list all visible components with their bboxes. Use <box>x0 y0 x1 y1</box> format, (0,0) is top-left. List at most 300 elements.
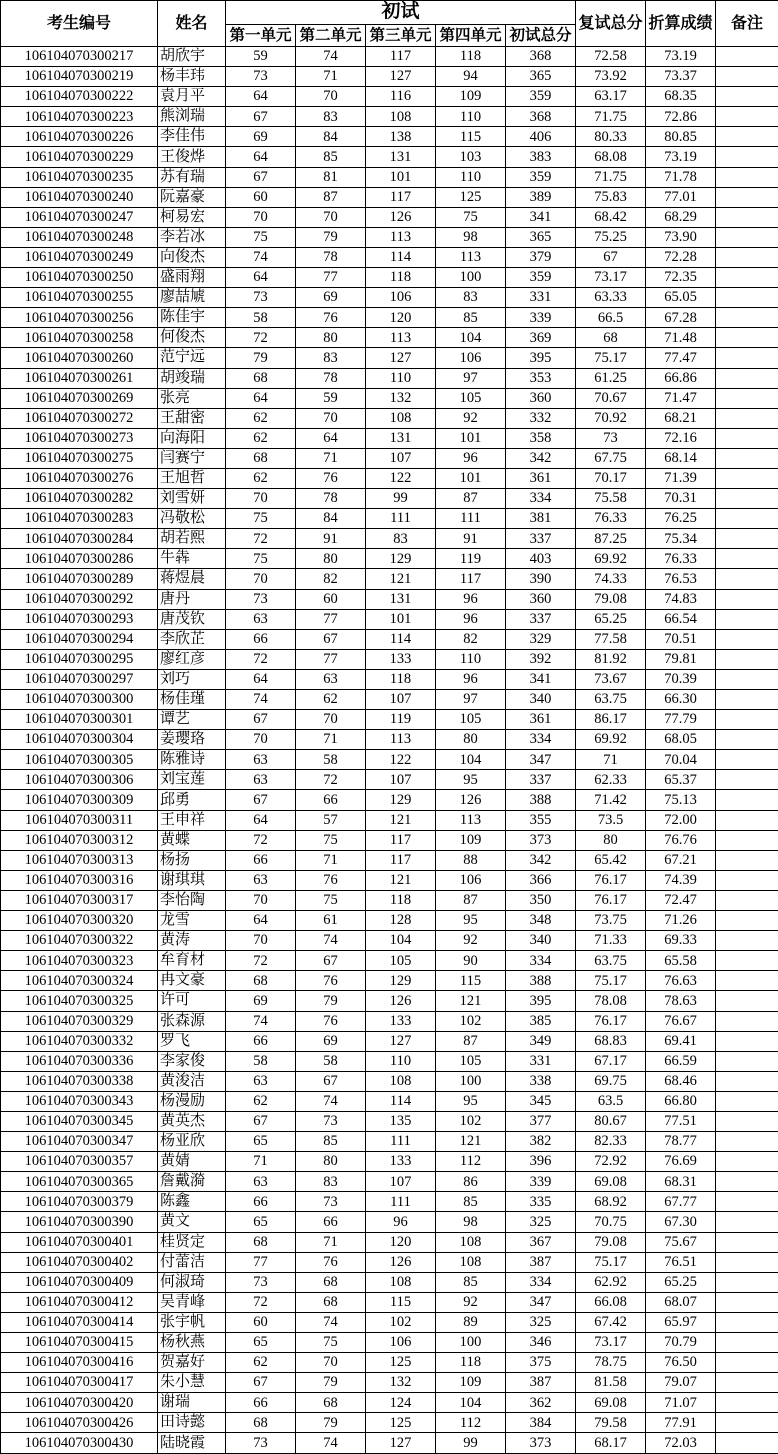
cell-retest-total: 62.33 <box>576 770 646 790</box>
cell-name: 向海阳 <box>158 428 226 448</box>
cell-name: 王旭哲 <box>158 468 226 488</box>
cell-unit4-score: 95 <box>436 770 506 790</box>
cell-remark <box>716 790 778 810</box>
cell-unit4-score: 87 <box>436 1031 506 1051</box>
cell-unit3-score: 121 <box>366 810 436 830</box>
cell-retest-total: 80.33 <box>576 127 646 147</box>
cell-retest-total: 66.5 <box>576 308 646 328</box>
cell-remark <box>716 247 778 267</box>
cell-retest-total: 76.17 <box>576 890 646 910</box>
table-row <box>1 368 778 388</box>
cell-unit2-score: 83 <box>296 107 366 127</box>
cell-unit3-score: 132 <box>366 388 436 408</box>
cell-candidate-id: 106104070300412 <box>1 1292 158 1312</box>
cell-candidate-id: 106104070300345 <box>1 1111 158 1131</box>
cell-candidate-id: 106104070300313 <box>1 850 158 870</box>
cell-retest-total: 73.17 <box>576 268 646 288</box>
cell-unit4-score: 104 <box>436 328 506 348</box>
cell-candidate-id: 106104070300275 <box>1 448 158 468</box>
cell-unit2-score: 85 <box>296 147 366 167</box>
table-row <box>1 770 778 790</box>
cell-name: 黄文 <box>158 1212 226 1232</box>
table-row <box>1 227 778 247</box>
cell-candidate-id: 106104070300323 <box>1 951 158 971</box>
cell-remark <box>716 951 778 971</box>
cell-name: 盛雨翔 <box>158 268 226 288</box>
table-row <box>1 147 778 167</box>
cell-remark <box>716 1373 778 1393</box>
cell-remark <box>716 1433 778 1453</box>
cell-retest-total: 67 <box>576 247 646 267</box>
cell-candidate-id: 106104070300402 <box>1 1252 158 1272</box>
cell-remark <box>716 1353 778 1373</box>
cell-remark <box>716 388 778 408</box>
cell-unit3-score: 133 <box>366 1152 436 1172</box>
cell-candidate-id: 106104070300309 <box>1 790 158 810</box>
cell-first-exam-total: 359 <box>506 268 576 288</box>
cell-candidate-id: 106104070300223 <box>1 107 158 127</box>
table-row <box>1 1071 778 1091</box>
cell-unit3-score: 111 <box>366 1132 436 1152</box>
cell-unit1-score: 67 <box>226 790 296 810</box>
cell-first-exam-total: 362 <box>506 1393 576 1413</box>
table-row <box>1 348 778 368</box>
cell-unit2-score: 69 <box>296 1031 366 1051</box>
cell-name: 杨佳瑾 <box>158 690 226 710</box>
cell-remark <box>716 127 778 147</box>
cell-candidate-id: 106104070300312 <box>1 830 158 850</box>
cell-unit2-score: 71 <box>296 448 366 468</box>
cell-unit3-score: 115 <box>366 1292 436 1312</box>
table-row <box>1 1051 778 1071</box>
cell-candidate-id: 106104070300300 <box>1 690 158 710</box>
cell-first-exam-total: 381 <box>506 509 576 529</box>
cell-unit4-score: 110 <box>436 167 506 187</box>
cell-unit1-score: 63 <box>226 1071 296 1091</box>
cell-retest-total: 73.5 <box>576 810 646 830</box>
cell-first-exam-total: 361 <box>506 468 576 488</box>
cell-unit2-score: 79 <box>296 227 366 247</box>
cell-first-exam-total: 334 <box>506 951 576 971</box>
cell-converted-score: 75.13 <box>646 790 716 810</box>
cell-unit2-score: 76 <box>296 1011 366 1031</box>
cell-unit3-score: 127 <box>366 1031 436 1051</box>
cell-name: 李若冰 <box>158 227 226 247</box>
cell-unit3-score: 132 <box>366 1373 436 1393</box>
cell-converted-score: 67.30 <box>646 1212 716 1232</box>
cell-remark <box>716 710 778 730</box>
cell-unit4-score: 98 <box>436 1212 506 1232</box>
table-row <box>1 1333 778 1353</box>
cell-unit4-score: 105 <box>436 1051 506 1071</box>
cell-candidate-id: 106104070300282 <box>1 489 158 509</box>
cell-retest-total: 79.08 <box>576 1232 646 1252</box>
cell-name: 范宁远 <box>158 348 226 368</box>
cell-converted-score: 65.05 <box>646 288 716 308</box>
cell-remark <box>716 1252 778 1272</box>
cell-remark <box>716 730 778 750</box>
cell-retest-total: 87.25 <box>576 529 646 549</box>
cell-name: 张森源 <box>158 1011 226 1031</box>
cell-retest-total: 80.67 <box>576 1111 646 1131</box>
cell-first-exam-total: 358 <box>506 428 576 448</box>
cell-unit1-score: 74 <box>226 690 296 710</box>
cell-unit4-score: 104 <box>436 750 506 770</box>
cell-converted-score: 66.59 <box>646 1051 716 1071</box>
table-row <box>1 1353 778 1373</box>
cell-candidate-id: 106104070300260 <box>1 348 158 368</box>
table-row <box>1 1031 778 1051</box>
cell-candidate-id: 106104070300273 <box>1 428 158 448</box>
cell-first-exam-total: 406 <box>506 127 576 147</box>
cell-first-exam-total: 375 <box>506 1353 576 1373</box>
cell-first-exam-total: 373 <box>506 830 576 850</box>
cell-unit2-score: 68 <box>296 1393 366 1413</box>
cell-remark <box>716 830 778 850</box>
cell-name: 黄蝶 <box>158 830 226 850</box>
cell-unit4-score: 75 <box>436 207 506 227</box>
cell-converted-score: 70.51 <box>646 629 716 649</box>
cell-unit1-score: 68 <box>226 368 296 388</box>
cell-unit4-score: 109 <box>436 830 506 850</box>
cell-converted-score: 75.67 <box>646 1232 716 1252</box>
cell-unit2-score: 70 <box>296 87 366 107</box>
cell-unit3-score: 131 <box>366 428 436 448</box>
cell-name: 熊浏瑞 <box>158 107 226 127</box>
cell-unit4-score: 104 <box>436 1393 506 1413</box>
cell-candidate-id: 106104070300325 <box>1 991 158 1011</box>
cell-unit2-score: 62 <box>296 690 366 710</box>
cell-unit3-score: 113 <box>366 730 436 750</box>
cell-converted-score: 76.51 <box>646 1252 716 1272</box>
cell-remark <box>716 1172 778 1192</box>
cell-unit4-score: 83 <box>436 288 506 308</box>
cell-remark <box>716 1333 778 1353</box>
table-row <box>1 629 778 649</box>
cell-candidate-id: 106104070300417 <box>1 1373 158 1393</box>
table-row <box>1 529 778 549</box>
cell-unit4-score: 88 <box>436 850 506 870</box>
cell-retest-total: 75.58 <box>576 489 646 509</box>
cell-remark <box>716 227 778 247</box>
cell-converted-score: 65.97 <box>646 1312 716 1332</box>
cell-unit3-score: 128 <box>366 911 436 931</box>
cell-unit1-score: 75 <box>226 549 296 569</box>
cell-unit3-score: 110 <box>366 1051 436 1071</box>
cell-converted-score: 74.39 <box>646 870 716 890</box>
cell-unit2-score: 83 <box>296 1172 366 1192</box>
cell-first-exam-total: 350 <box>506 890 576 910</box>
cell-retest-total: 69.08 <box>576 1172 646 1192</box>
header-remark: 备注 <box>716 1 778 47</box>
cell-unit2-score: 85 <box>296 1132 366 1152</box>
cell-retest-total: 68.92 <box>576 1192 646 1212</box>
cell-converted-score: 79.81 <box>646 649 716 669</box>
cell-unit1-score: 62 <box>226 468 296 488</box>
cell-retest-total: 71.75 <box>576 167 646 187</box>
cell-converted-score: 68.29 <box>646 207 716 227</box>
cell-unit1-score: 74 <box>226 247 296 267</box>
cell-first-exam-total: 388 <box>506 971 576 991</box>
cell-candidate-id: 106104070300317 <box>1 890 158 910</box>
table-row <box>1 991 778 1011</box>
cell-first-exam-total: 367 <box>506 1232 576 1252</box>
cell-remark <box>716 1272 778 1292</box>
cell-converted-score: 72.16 <box>646 428 716 448</box>
cell-unit1-score: 64 <box>226 147 296 167</box>
cell-converted-score: 67.28 <box>646 308 716 328</box>
cell-remark <box>716 649 778 669</box>
cell-unit2-score: 71 <box>296 730 366 750</box>
cell-first-exam-total: 341 <box>506 669 576 689</box>
cell-remark <box>716 448 778 468</box>
cell-remark <box>716 468 778 488</box>
cell-unit2-score: 64 <box>296 428 366 448</box>
cell-name: 李怡陶 <box>158 890 226 910</box>
cell-unit1-score: 62 <box>226 408 296 428</box>
cell-converted-score: 69.41 <box>646 1031 716 1051</box>
cell-unit2-score: 67 <box>296 1071 366 1091</box>
cell-retest-total: 65.25 <box>576 609 646 629</box>
cell-unit2-score: 74 <box>296 931 366 951</box>
cell-name: 陈雅诗 <box>158 750 226 770</box>
cell-remark <box>716 1212 778 1232</box>
cell-name: 冯敬松 <box>158 509 226 529</box>
cell-name: 詹戴漪 <box>158 1172 226 1192</box>
cell-candidate-id: 106104070300306 <box>1 770 158 790</box>
cell-unit2-score: 75 <box>296 890 366 910</box>
cell-remark <box>716 850 778 870</box>
cell-retest-total: 71.33 <box>576 931 646 951</box>
cell-unit4-score: 113 <box>436 810 506 830</box>
cell-retest-total: 63.75 <box>576 951 646 971</box>
cell-name: 闫赛宁 <box>158 448 226 468</box>
cell-unit2-score: 71 <box>296 850 366 870</box>
table-row <box>1 1011 778 1031</box>
cell-converted-score: 71.26 <box>646 911 716 931</box>
cell-remark <box>716 147 778 167</box>
cell-unit1-score: 63 <box>226 770 296 790</box>
cell-unit4-score: 121 <box>436 1132 506 1152</box>
table-row <box>1 1373 778 1393</box>
cell-converted-score: 71.48 <box>646 328 716 348</box>
cell-unit4-score: 95 <box>436 911 506 931</box>
table-header <box>1 1 778 47</box>
cell-unit1-score: 62 <box>226 1353 296 1373</box>
table-row <box>1 1433 778 1453</box>
cell-name: 牛犇 <box>158 549 226 569</box>
cell-name: 陆晓霞 <box>158 1433 226 1453</box>
cell-unit1-score: 71 <box>226 1152 296 1172</box>
header-unit2: 第二单元 <box>296 25 366 47</box>
cell-candidate-id: 106104070300336 <box>1 1051 158 1071</box>
cell-candidate-id: 106104070300255 <box>1 288 158 308</box>
cell-unit3-score: 101 <box>366 167 436 187</box>
cell-first-exam-total: 365 <box>506 67 576 87</box>
cell-name: 阮嘉豪 <box>158 187 226 207</box>
cell-unit4-score: 86 <box>436 1172 506 1192</box>
cell-retest-total: 70.92 <box>576 408 646 428</box>
table-row <box>1 951 778 971</box>
cell-unit3-score: 126 <box>366 991 436 1011</box>
cell-unit1-score: 62 <box>226 1091 296 1111</box>
cell-unit3-score: 127 <box>366 67 436 87</box>
cell-first-exam-total: 365 <box>506 227 576 247</box>
cell-unit4-score: 96 <box>436 589 506 609</box>
table-row <box>1 489 778 509</box>
cell-retest-total: 76.17 <box>576 1011 646 1031</box>
cell-unit2-score: 74 <box>296 1433 366 1453</box>
cell-name: 柯易宏 <box>158 207 226 227</box>
cell-name: 刘宝莲 <box>158 770 226 790</box>
cell-remark <box>716 1051 778 1071</box>
cell-remark <box>716 67 778 87</box>
cell-candidate-id: 106104070300294 <box>1 629 158 649</box>
cell-unit2-score: 69 <box>296 288 366 308</box>
cell-unit3-score: 106 <box>366 1333 436 1353</box>
cell-unit4-score: 121 <box>436 991 506 1011</box>
cell-candidate-id: 106104070300235 <box>1 167 158 187</box>
cell-converted-score: 71.39 <box>646 468 716 488</box>
cell-unit3-score: 117 <box>366 187 436 207</box>
table-row <box>1 288 778 308</box>
cell-unit3-score: 108 <box>366 1071 436 1091</box>
cell-first-exam-total: 325 <box>506 1312 576 1332</box>
cell-unit2-score: 82 <box>296 569 366 589</box>
cell-unit1-score: 72 <box>226 951 296 971</box>
cell-unit3-score: 116 <box>366 87 436 107</box>
header-unit3: 第三单元 <box>366 25 436 47</box>
cell-unit4-score: 108 <box>436 1252 506 1272</box>
table-row <box>1 1111 778 1131</box>
cell-unit3-score: 111 <box>366 509 436 529</box>
cell-converted-score: 75.34 <box>646 529 716 549</box>
cell-candidate-id: 106104070300286 <box>1 549 158 569</box>
cell-unit1-score: 63 <box>226 609 296 629</box>
cell-remark <box>716 810 778 830</box>
cell-first-exam-total: 392 <box>506 649 576 669</box>
cell-unit4-score: 105 <box>436 710 506 730</box>
cell-converted-score: 80.85 <box>646 127 716 147</box>
cell-unit3-score: 121 <box>366 870 436 890</box>
cell-unit2-score: 74 <box>296 47 366 67</box>
cell-remark <box>716 47 778 67</box>
cell-name: 向俊杰 <box>158 247 226 267</box>
cell-unit4-score: 110 <box>436 107 506 127</box>
cell-unit4-score: 101 <box>436 468 506 488</box>
cell-unit3-score: 122 <box>366 468 436 488</box>
table-row <box>1 609 778 629</box>
cell-first-exam-total: 382 <box>506 1132 576 1152</box>
cell-remark <box>716 1152 778 1172</box>
cell-candidate-id: 106104070300357 <box>1 1152 158 1172</box>
cell-retest-total: 78.75 <box>576 1353 646 1373</box>
cell-converted-score: 68.31 <box>646 1172 716 1192</box>
cell-name: 黄英杰 <box>158 1111 226 1131</box>
cell-unit3-score: 131 <box>366 147 436 167</box>
cell-candidate-id: 106104070300414 <box>1 1312 158 1332</box>
cell-first-exam-total: 332 <box>506 408 576 428</box>
cell-remark <box>716 609 778 629</box>
cell-unit2-score: 73 <box>296 1192 366 1212</box>
cell-unit3-score: 108 <box>366 107 436 127</box>
cell-name: 刘巧 <box>158 669 226 689</box>
table-row <box>1 1312 778 1332</box>
cell-unit3-score: 104 <box>366 931 436 951</box>
cell-remark <box>716 207 778 227</box>
cell-first-exam-total: 379 <box>506 247 576 267</box>
cell-unit4-score: 94 <box>436 67 506 87</box>
cell-remark <box>716 569 778 589</box>
cell-first-exam-total: 339 <box>506 308 576 328</box>
cell-first-exam-total: 387 <box>506 1373 576 1393</box>
cell-candidate-id: 106104070300269 <box>1 388 158 408</box>
cell-retest-total: 63.5 <box>576 1091 646 1111</box>
cell-unit3-score: 120 <box>366 1232 436 1252</box>
cell-name: 王申祥 <box>158 810 226 830</box>
cell-name: 黄涛 <box>158 931 226 951</box>
cell-name: 何淑琦 <box>158 1272 226 1292</box>
cell-unit1-score: 70 <box>226 730 296 750</box>
table-row <box>1 268 778 288</box>
cell-retest-total: 68.17 <box>576 1433 646 1453</box>
cell-unit3-score: 117 <box>366 47 436 67</box>
cell-unit4-score: 126 <box>436 790 506 810</box>
cell-candidate-id: 106104070300247 <box>1 207 158 227</box>
cell-unit3-score: 133 <box>366 649 436 669</box>
table-row <box>1 790 778 810</box>
cell-unit1-score: 62 <box>226 428 296 448</box>
cell-first-exam-total: 383 <box>506 147 576 167</box>
cell-unit3-score: 108 <box>366 408 436 428</box>
cell-unit2-score: 76 <box>296 870 366 890</box>
cell-unit4-score: 97 <box>436 368 506 388</box>
table-row <box>1 931 778 951</box>
cell-unit4-score: 100 <box>436 1071 506 1091</box>
cell-converted-score: 76.53 <box>646 569 716 589</box>
cell-remark <box>716 107 778 127</box>
cell-retest-total: 73.92 <box>576 67 646 87</box>
cell-unit2-score: 58 <box>296 750 366 770</box>
cell-candidate-id: 106104070300301 <box>1 710 158 730</box>
cell-unit2-score: 80 <box>296 328 366 348</box>
cell-unit4-score: 102 <box>436 1111 506 1131</box>
cell-unit1-score: 67 <box>226 107 296 127</box>
cell-unit3-score: 110 <box>366 368 436 388</box>
cell-unit3-score: 120 <box>366 308 436 328</box>
header-unit4: 第四单元 <box>436 25 506 47</box>
cell-converted-score: 73.90 <box>646 227 716 247</box>
cell-remark <box>716 870 778 890</box>
cell-unit1-score: 70 <box>226 569 296 589</box>
cell-name: 胡若熙 <box>158 529 226 549</box>
cell-converted-score: 66.80 <box>646 1091 716 1111</box>
cell-unit1-score: 69 <box>226 127 296 147</box>
cell-unit3-score: 124 <box>366 1393 436 1413</box>
table-row <box>1 690 778 710</box>
cell-converted-score: 72.35 <box>646 268 716 288</box>
cell-unit4-score: 106 <box>436 870 506 890</box>
table-row <box>1 127 778 147</box>
cell-unit2-score: 84 <box>296 127 366 147</box>
cell-unit1-score: 73 <box>226 1272 296 1292</box>
cell-candidate-id: 106104070300338 <box>1 1071 158 1091</box>
cell-unit3-score: 106 <box>366 288 436 308</box>
cell-remark <box>716 328 778 348</box>
cell-unit1-score: 66 <box>226 1031 296 1051</box>
cell-name: 胡欣宇 <box>158 47 226 67</box>
cell-unit4-score: 115 <box>436 971 506 991</box>
